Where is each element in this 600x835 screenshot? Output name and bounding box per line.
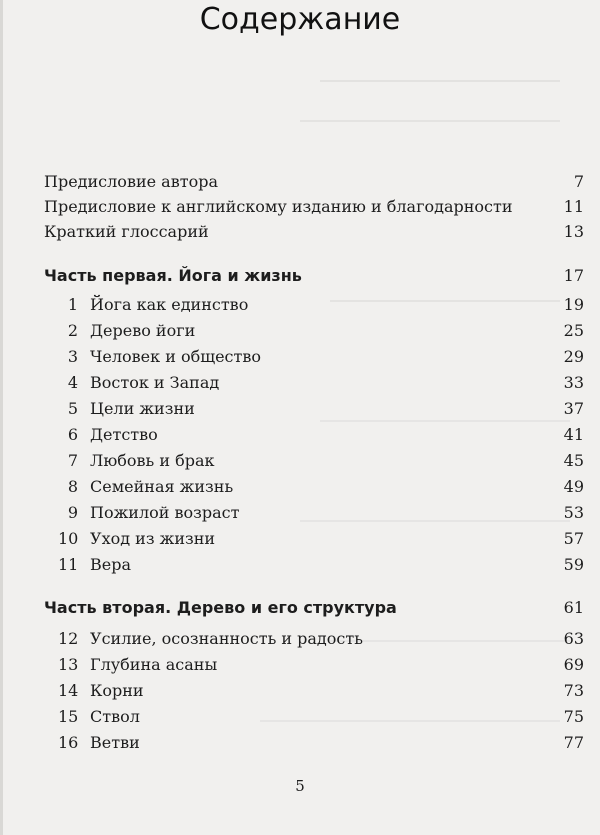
chapter-number: 7 xyxy=(67,451,78,470)
chapter-page: 53 xyxy=(563,503,584,522)
toc-entry-title: Предисловие к английскому изданию и благодарности xyxy=(44,197,513,216)
toc-entry[interactable] xyxy=(44,197,584,219)
chapter-number: 4 xyxy=(67,373,78,392)
part-title: Часть первая. Йога и жизнь xyxy=(44,266,302,285)
toc-entry-title: Краткий глоссарий xyxy=(44,222,209,241)
chapter-page: 77 xyxy=(563,733,584,752)
chapter-entry[interactable] xyxy=(44,373,584,395)
part-page: 61 xyxy=(563,598,584,617)
chapter-number: 2 xyxy=(67,321,78,340)
page-title: Содержание xyxy=(199,2,401,37)
chapter-number: 5 xyxy=(67,399,78,418)
chapter-title: Йога как единство xyxy=(90,295,249,314)
chapter-entry[interactable] xyxy=(44,295,584,317)
chapter-entry[interactable] xyxy=(44,451,584,473)
part-heading-2[interactable] xyxy=(44,598,584,620)
chapter-title: Детство xyxy=(90,425,158,444)
chapter-entry[interactable] xyxy=(44,477,584,499)
chapter-title: Пожилой возраст xyxy=(90,503,240,522)
toc-entry[interactable] xyxy=(44,172,584,194)
part-page: 17 xyxy=(563,266,584,285)
toc-entry-title: Предисловие автора xyxy=(44,172,218,191)
chapter-entry[interactable] xyxy=(44,425,584,447)
chapter-title: Человек и общество xyxy=(90,347,262,366)
chapter-title: Вера xyxy=(90,555,132,574)
chapter-page: 69 xyxy=(563,655,584,674)
chapter-page: 41 xyxy=(563,425,584,444)
chapter-title: Ствол xyxy=(90,707,140,726)
chapter-page: 57 xyxy=(563,529,584,548)
part-heading-1[interactable] xyxy=(44,266,584,288)
toc-entry[interactable] xyxy=(44,222,584,244)
chapter-title: Восток и Запад xyxy=(90,373,220,392)
chapter-entry[interactable] xyxy=(44,529,584,551)
toc-entry-page: 13 xyxy=(563,222,584,241)
chapter-page: 19 xyxy=(563,295,584,314)
chapter-title: Любовь и брак xyxy=(90,451,215,470)
part-title: Часть вторая. Дерево и его структура xyxy=(44,598,397,617)
page-number: 5 xyxy=(295,777,305,795)
chapter-entry[interactable] xyxy=(44,555,584,577)
chapter-title: Дерево йоги xyxy=(90,321,196,340)
chapter-page: 75 xyxy=(563,707,584,726)
chapter-page: 63 xyxy=(563,629,584,648)
chapter-page: 59 xyxy=(563,555,584,574)
chapter-entry[interactable] xyxy=(44,347,584,369)
chapter-number: 12 xyxy=(58,629,79,648)
chapter-entry[interactable] xyxy=(44,321,584,343)
chapter-number: 15 xyxy=(58,707,79,726)
chapter-page: 29 xyxy=(563,347,584,366)
chapter-number: 14 xyxy=(58,681,79,700)
chapter-entry[interactable] xyxy=(44,655,584,677)
chapter-number: 3 xyxy=(67,347,78,366)
chapter-page: 49 xyxy=(563,477,584,496)
chapter-title: Уход из жизни xyxy=(90,529,216,548)
toc-entry-page: 11 xyxy=(563,197,584,216)
chapter-page: 37 xyxy=(563,399,584,418)
chapter-page: 33 xyxy=(563,373,584,392)
chapter-number: 16 xyxy=(58,733,79,752)
chapter-number: 9 xyxy=(67,503,78,522)
chapter-title: Цели жизни xyxy=(90,399,195,418)
chapter-page: 73 xyxy=(563,681,584,700)
chapter-number: 1 xyxy=(67,295,78,314)
chapter-entry[interactable] xyxy=(44,707,584,729)
chapter-number: 10 xyxy=(58,529,79,548)
chapter-entry[interactable] xyxy=(44,733,584,755)
chapter-title: Ветви xyxy=(90,733,140,752)
chapter-number: 13 xyxy=(58,655,79,674)
chapter-number: 11 xyxy=(58,555,79,574)
chapter-entry[interactable] xyxy=(44,503,584,525)
chapter-title: Корни xyxy=(90,681,144,700)
chapter-entry[interactable] xyxy=(44,681,584,703)
chapter-page: 45 xyxy=(563,451,584,470)
chapter-title: Глубина асаны xyxy=(90,655,218,674)
chapter-page: 25 xyxy=(563,321,584,340)
chapter-entry[interactable] xyxy=(44,399,584,421)
chapter-number: 6 xyxy=(67,425,78,444)
chapter-number: 8 xyxy=(67,477,78,496)
chapter-title: Усилие, осознанность и радость xyxy=(90,629,363,648)
chapter-title: Семейная жизнь xyxy=(90,477,234,496)
toc-entry-page: 7 xyxy=(573,172,584,191)
chapter-entry[interactable] xyxy=(44,629,584,651)
